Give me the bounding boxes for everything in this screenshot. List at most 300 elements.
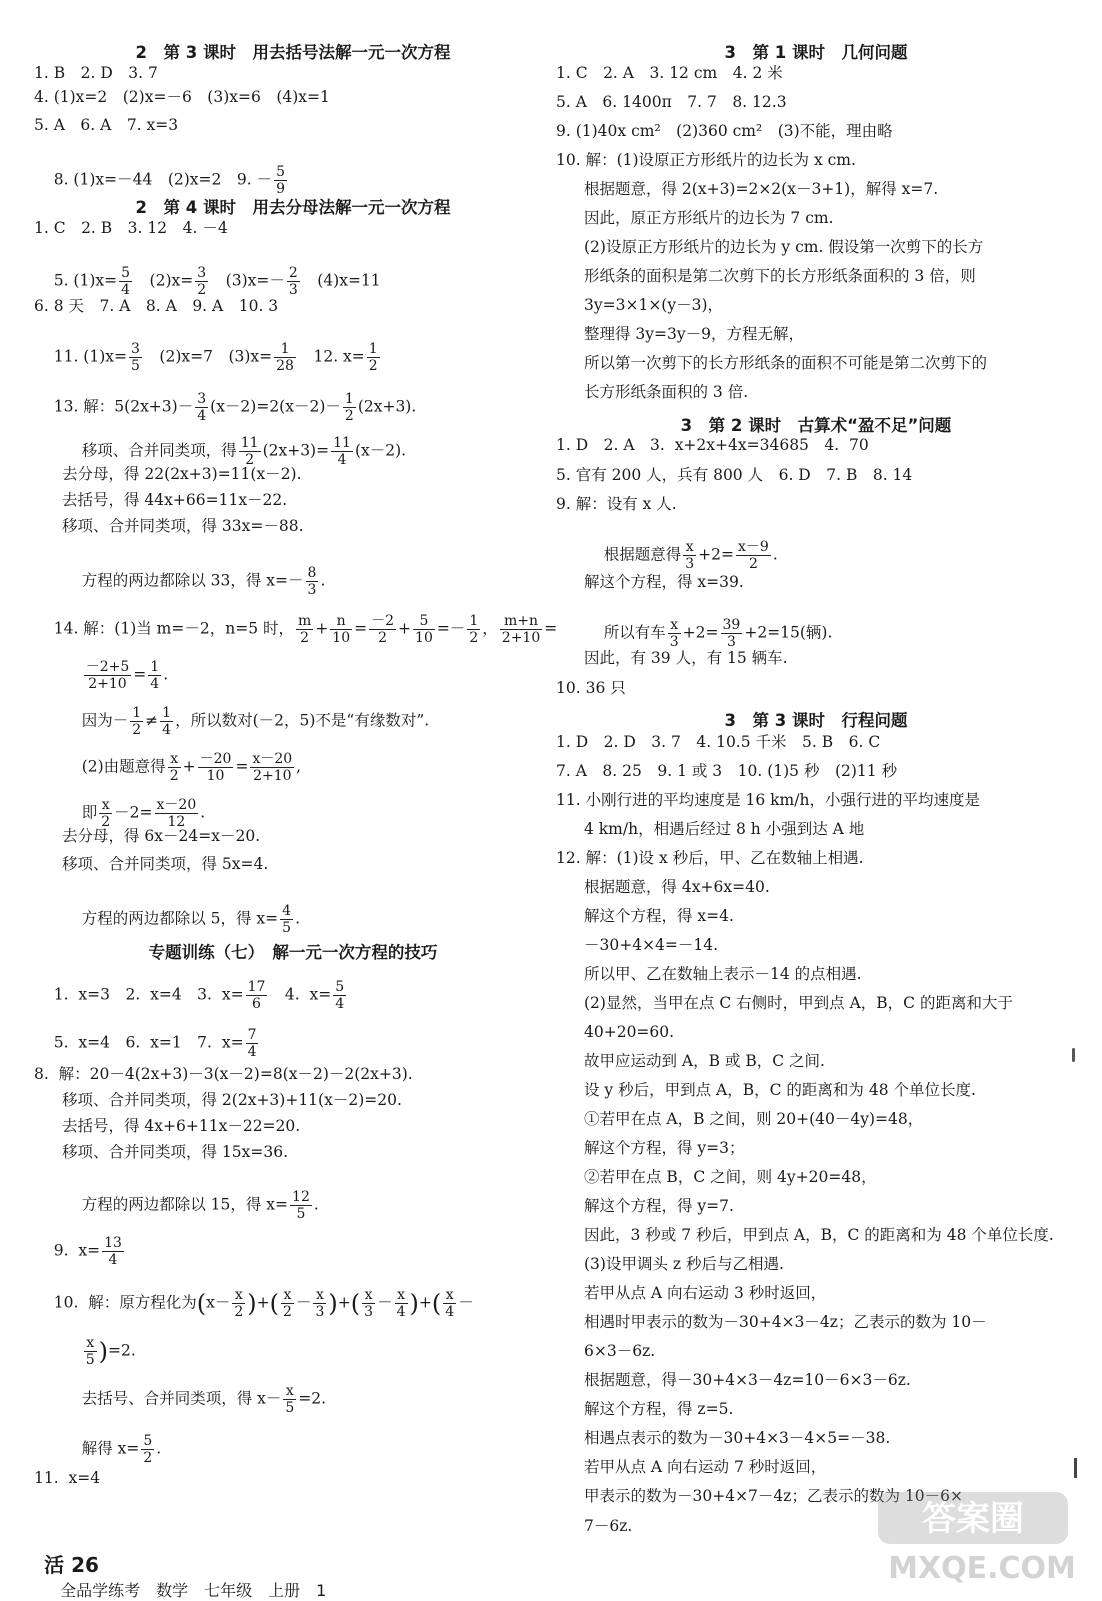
fraction <box>290 1189 312 1222</box>
fraction <box>313 1287 326 1320</box>
section-title: 专题训练（七） 解一元一次方程的技巧 <box>148 943 438 962</box>
text: 方程的两边都除以 33，得 x=－ <box>81 571 304 589</box>
text: 9. x= <box>53 1241 101 1259</box>
numerator: x <box>168 751 181 768</box>
text: . <box>156 1439 162 1457</box>
denominator: 2 <box>344 407 354 424</box>
denominator: 2 <box>197 281 207 298</box>
watermark-url: MXQE.COM <box>888 1551 1076 1586</box>
text: +2= <box>698 545 734 563</box>
fraction <box>250 751 294 784</box>
answer-line: 7. A 8. 25 9. 1 或 3 10. (1)5 秒 (2)11 秒 <box>556 762 898 780</box>
text: =2. <box>108 1341 136 1359</box>
answer-line <box>34 887 552 936</box>
numerator: －20 <box>199 750 232 767</box>
fraction <box>195 391 208 424</box>
answer-line: 所以第一次剪下的长方形纸条的面积不可能是第二次剪下的 <box>584 354 988 372</box>
left-paren: ( <box>350 1289 361 1317</box>
answer-line: 6. 8 天 7. A 8. A 9. A 10. 3 <box>34 297 279 315</box>
text: (2)x=7 (3)x= <box>143 347 273 365</box>
answer-line: 整理得 3y=3y－9，方程无解， <box>584 325 805 343</box>
numerator: 13 <box>104 1234 122 1251</box>
scan-mark <box>1072 1048 1075 1062</box>
denominator: 4 <box>337 451 347 468</box>
fraction <box>274 341 296 374</box>
numerator: x <box>395 1287 408 1304</box>
text: 因为－ <box>81 711 129 729</box>
denominator: 2 <box>283 1303 292 1320</box>
text: . <box>313 1195 319 1213</box>
answer-line <box>34 781 552 830</box>
answer-line <box>34 963 552 1011</box>
numerator: 3 <box>130 340 140 357</box>
text: . <box>295 909 301 927</box>
numerator: x <box>683 539 696 556</box>
fraction <box>283 1383 296 1416</box>
text: 1. x=3 2. x=4 3. x= <box>53 985 244 1003</box>
denominator: 4 <box>247 1043 257 1060</box>
fraction <box>343 391 356 424</box>
answer-line: 解这个方程，得 x=4. <box>584 907 734 925</box>
answer-line <box>34 1173 552 1222</box>
text: + <box>182 757 196 775</box>
text: － <box>295 1293 312 1311</box>
denominator: 5 <box>85 1351 95 1368</box>
answer-line: 11. 小刚行进的平均速度是 16 km/h，小强行进的平均速度是 <box>556 791 980 809</box>
denominator: 4 <box>150 675 160 692</box>
numerator: 17 <box>247 978 266 995</box>
text: (4)x=11 <box>301 271 381 289</box>
answer-line: 因此，有 39 人，有 15 辆车. <box>584 649 788 667</box>
fraction <box>721 617 743 650</box>
denominator: 9 <box>276 180 286 197</box>
text: 5. (1)x= <box>53 271 118 289</box>
answer-line: 1. D 2. D 3. 7 4. 10.5 千米 5. B 6. C <box>556 733 881 751</box>
text: +2=15(辆). <box>744 623 833 641</box>
answer-line: 5. A 6. 1400π 7. 7 8. 12.3 <box>556 93 787 111</box>
fraction <box>239 435 261 468</box>
answer-line: 11. x=4 <box>34 1469 101 1487</box>
answer-line: ②若甲在点 B，C 之间，则 4y+20=48， <box>584 1168 877 1186</box>
answer-line <box>556 523 1076 571</box>
fraction <box>119 265 132 298</box>
text: 方程的两边都除以 5，得 x= <box>81 909 279 927</box>
answer-line <box>34 249 552 298</box>
text: 根据题意得 <box>603 545 682 563</box>
text: 5. x=4 6. x=1 7. x= <box>53 1033 244 1051</box>
answer-line: 1. C 2. A 3. 12 cm 4. 2 米 <box>556 64 783 82</box>
text: . <box>163 665 169 683</box>
answer-line: (3)设甲调头 z 秒后与乙相遇. <box>584 1255 784 1273</box>
fraction <box>84 659 132 692</box>
answer-line: 因此，原正方形纸片的边长为 7 cm. <box>584 209 834 227</box>
answer-line: 4 km/h，相遇后经过 8 h 小强到达 A 地 <box>584 820 865 838</box>
fraction <box>141 1433 154 1466</box>
answer-line: 长方形纸条面积的 3 倍. <box>584 383 749 401</box>
answer-line: 所以甲、乙在数轴上表示－14 的点相遇. <box>584 965 862 983</box>
text: (x－2)=2(x－2)－ <box>210 397 341 415</box>
answer-line: 根据题意，得－30+4×3－4z=10－6×3－6z. <box>584 1371 911 1389</box>
answer-line: －30+4×4=－14. <box>584 936 719 954</box>
answer-line: 解这个方程，得 y=3； <box>584 1139 745 1157</box>
denominator: 2 <box>300 629 310 646</box>
answer-line: 10. 36 只 <box>556 679 626 697</box>
answer-line: 去分母，得 22(2x+3)=11(x－2). <box>62 465 302 483</box>
answer-line: 移项、合并同类项，得 5x=4. <box>62 855 269 873</box>
text: 去括号、合并同类项，得 x－ <box>81 1389 282 1407</box>
numerator: x <box>281 1287 294 1304</box>
fraction <box>168 751 181 784</box>
denominator: 2+10 <box>88 675 127 692</box>
denominator: 2+10 <box>253 767 292 784</box>
text: － <box>377 1293 393 1311</box>
fraction <box>467 613 480 646</box>
answer-line <box>34 1417 552 1466</box>
answer-line <box>34 419 552 468</box>
answer-line: 相遇点表示的数为－30+4×3－4×5=－38. <box>584 1429 891 1447</box>
fraction <box>306 565 319 598</box>
numerator: 11 <box>333 434 351 451</box>
text: (2x+3)= <box>262 441 330 459</box>
right-paren: ) <box>98 1337 109 1365</box>
watermark-logo <box>872 1478 1092 1588</box>
fraction <box>84 1335 97 1368</box>
numerator: x <box>443 1287 456 1304</box>
text: 移项、合并同类项，得 <box>81 441 237 459</box>
text: . <box>772 545 778 563</box>
answer-line: 6×3－6z. <box>584 1342 656 1360</box>
text: = <box>235 757 249 775</box>
text: 4. x= <box>269 985 332 1003</box>
numerator: 1 <box>368 340 378 357</box>
fraction <box>102 1235 124 1268</box>
answer-line: 去括号，得 44x+66=11x－22. <box>62 491 288 509</box>
text: (x－2). <box>354 441 407 459</box>
fraction <box>330 613 352 646</box>
text: = <box>544 619 558 637</box>
answer-line <box>34 689 552 738</box>
fraction <box>333 979 346 1012</box>
right-paren: ) <box>247 1289 257 1317</box>
denominator: 3 <box>726 633 736 650</box>
page-footer <box>34 1530 326 1601</box>
numerator: n <box>330 613 352 630</box>
denominator: 2 <box>169 767 179 784</box>
answer-line: 5. 官有 200 人，兵有 800 人 6. D 7. B 8. 14 <box>556 466 913 484</box>
numerator: 5 <box>121 264 131 281</box>
numerator: x－20 <box>252 750 293 767</box>
text: 12. x= <box>297 347 365 365</box>
text: － <box>214 1293 231 1311</box>
text: ≠ <box>145 711 159 729</box>
text: 11. (1)x= <box>53 347 127 365</box>
text: . <box>200 803 206 821</box>
numerator: 8 <box>307 564 317 581</box>
numerator: 3 <box>197 264 207 281</box>
numerator: 11 <box>240 434 259 451</box>
denominator: 2 <box>368 357 378 374</box>
answer-line: 设 y 秒后，甲到点 A，B，C 的距离和为 48 个单位长度. <box>584 1081 976 1099</box>
numerator: x <box>232 1287 245 1304</box>
section-title: 3 第 3 课时 行程问题 <box>724 711 908 730</box>
numerator: －2 <box>371 612 395 629</box>
text: + <box>337 1293 351 1311</box>
text: (2)由题意得 <box>81 757 166 775</box>
numerator: 5 <box>143 1432 153 1449</box>
answer-line: 7－6z. <box>584 1517 633 1535</box>
section-title: 2 第 3 课时 用去括号法解一元一次方程 <box>135 43 451 62</box>
section-title: 2 第 4 课时 用去分母法解一元一次方程 <box>135 198 451 217</box>
denominator: 2 <box>378 629 388 646</box>
denominator: 3 <box>315 1303 325 1320</box>
denominator: 4 <box>197 407 207 424</box>
denominator: 28 <box>276 357 294 374</box>
numerator: 1 <box>469 612 479 629</box>
numerator: x <box>99 797 112 814</box>
left-column <box>34 34 558 1495</box>
answer-line <box>34 1367 552 1417</box>
text: ，所以数对(－2，5)不是“有缘数对”. <box>175 711 430 729</box>
fraction <box>683 539 696 572</box>
answer-line: 移项、合并同类项，得 2(2x+3)+11(x－2)=20. <box>62 1091 402 1109</box>
text: x <box>206 1293 215 1311</box>
text: + <box>315 619 329 637</box>
numerator: x－20 <box>156 796 197 813</box>
answer-line: 12. 解：(1)设 x 秒后，甲、乙在数轴上相遇. <box>556 849 864 867</box>
answer-line: 解这个方程，得 y=7. <box>584 1197 734 1215</box>
answer-line: 甲表示的数为－30+4×7－4z；乙表示的数为 10－6× <box>584 1487 963 1505</box>
denominator: 10 <box>206 767 225 784</box>
text: (2)x= <box>134 271 194 289</box>
fraction <box>413 613 435 646</box>
denominator: 2 <box>245 451 255 468</box>
answer-line: ①若甲在点 A，B 之间，则 20+(40－4y)=48， <box>584 1110 924 1128</box>
answer-line <box>34 1271 552 1319</box>
right-column <box>556 34 1076 1545</box>
text: +2= <box>682 623 719 641</box>
answer-line <box>34 735 552 784</box>
answer-line: 解这个方程，得 x=39. <box>584 573 744 591</box>
answer-line <box>34 1011 552 1061</box>
answer-line: 1. B 2. D 3. 7 <box>34 64 158 82</box>
numerator: x <box>362 1287 375 1304</box>
text: = <box>354 619 368 637</box>
answer-line: 故甲应运动到 A，B 或 B，C 之间. <box>584 1052 825 1070</box>
page-number: 活 26 <box>44 1553 99 1577</box>
answer-line: 移项、合并同类项，得 33x=－88. <box>62 517 304 535</box>
denominator: 3 <box>288 281 298 298</box>
answer-line: (2)显然，当甲在点 C 右侧时，甲到点 A，B，C 的距离和大于 <box>584 994 1013 1012</box>
answer-line <box>34 148 552 197</box>
text: = <box>133 665 147 683</box>
fraction <box>274 164 287 197</box>
numerator: 5 <box>335 978 345 995</box>
fraction <box>443 1287 456 1320</box>
answer-line: 9. 解：设有 x 人. <box>556 495 677 513</box>
numerator: x <box>313 1287 326 1304</box>
denominator: 4 <box>121 281 131 298</box>
numerator: m <box>298 612 312 629</box>
scan-mark <box>1074 1458 1077 1478</box>
text: + <box>256 1293 270 1311</box>
text: =2. <box>298 1389 327 1407</box>
text: =－ <box>436 619 466 637</box>
book-info: 全品学练考 数学 七年级 上册 1 <box>60 1581 327 1600</box>
left-paren: ( <box>269 1289 280 1317</box>
numerator: 7 <box>247 1026 257 1043</box>
numerator: 1 <box>162 704 172 721</box>
answer-line: 1. D 2. A 3. x+2x+4x=34685 4. 70 <box>556 436 869 454</box>
numerator: 5 <box>413 613 435 630</box>
numerator: x <box>84 1335 97 1352</box>
text: 13. 解：5(2x+3)－ <box>53 397 194 415</box>
answer-line: 40+20=60. <box>584 1023 675 1041</box>
fraction <box>668 617 681 650</box>
text: 10. 解：原方程化为 <box>53 1293 197 1311</box>
denominator: 4 <box>396 1303 406 1320</box>
answer-line <box>34 375 552 424</box>
fraction <box>129 341 142 374</box>
denominator: 4 <box>445 1303 455 1320</box>
text: + <box>418 1293 432 1311</box>
answer-line: 9. (1)40x cm² (2)360 cm² (3)不能，理由略 <box>556 122 893 140</box>
fraction <box>130 705 143 738</box>
denominator: 4 <box>162 721 172 738</box>
text: 即 <box>81 803 98 821</box>
fraction <box>367 341 380 374</box>
numerator: 39 <box>722 616 741 633</box>
left-paren: ( <box>431 1289 442 1317</box>
right-paren: ) <box>328 1289 338 1317</box>
fraction <box>148 659 161 692</box>
denominator: 5 <box>296 1205 306 1222</box>
left-paren: ( <box>196 1289 207 1317</box>
denominator: 10 <box>415 629 433 646</box>
answer-line: 相遇时甲表示的数为－30+4×3－4z；乙表示的数为 10－ <box>584 1313 987 1331</box>
answer-line: 4. (1)x=2 (2)x=－6 (3)x=6 (4)x=1 <box>34 88 330 106</box>
answer-line: 若甲从点 A 向右运动 7 秒时返回， <box>584 1458 827 1476</box>
section-title: 3 第 2 课时 古算术“盈不足”问题 <box>680 416 952 435</box>
denominator: 2 <box>748 555 758 572</box>
answer-line: 若甲从点 A 向右运动 3 秒时返回， <box>584 1284 827 1302</box>
right-paren: ) <box>409 1289 419 1317</box>
denominator: 10 <box>332 629 351 646</box>
answer-line: 移项、合并同类项，得 15x=36. <box>62 1143 289 1161</box>
numerator: 1 <box>274 341 296 358</box>
numerator: 1 <box>344 390 354 407</box>
fraction <box>500 613 542 646</box>
text: － <box>458 1293 474 1311</box>
denominator: 3 <box>685 555 695 572</box>
answer-line <box>34 597 558 646</box>
answer-line: 3y=3×1×(y－3)， <box>584 296 724 314</box>
fraction <box>232 1287 245 1320</box>
fraction <box>198 751 234 784</box>
numerator: 1 <box>132 704 142 721</box>
fraction <box>99 797 112 830</box>
denominator: 5 <box>282 919 292 936</box>
answer-line <box>556 601 1076 649</box>
answer-line <box>34 643 552 692</box>
text: 8. (1)x=－44 (2)x=2 9. － <box>53 170 273 188</box>
text: . <box>320 571 326 589</box>
answer-line: 去分母，得 6x－24=x－20. <box>62 827 261 845</box>
fraction <box>362 1287 375 1320</box>
answer-line: (2)设原正方形纸片的边长为 y cm. 假设第一次剪下的长方 <box>584 238 984 256</box>
text: , <box>296 757 302 775</box>
text: 解得 x= <box>81 1439 140 1457</box>
fraction <box>246 979 268 1012</box>
denominator: 5 <box>130 357 140 374</box>
answer-line: 形纸条的面积是第二次剪下的长方形纸条面积的 3 倍，则 <box>584 267 976 285</box>
denominator: 4 <box>335 995 345 1012</box>
fraction <box>395 1287 408 1320</box>
numerator: －2+5 <box>85 658 130 675</box>
fraction <box>287 265 300 298</box>
answer-line <box>34 549 552 597</box>
denominator: 3 <box>364 1303 374 1320</box>
fraction <box>331 435 353 468</box>
text: + <box>398 619 412 637</box>
answer-line: 根据题意，得 4x+6x=40. <box>584 878 770 896</box>
denominator: 5 <box>285 1399 295 1416</box>
fraction <box>369 613 396 646</box>
answer-line: 根据题意，得 2(x+3)=2×2(x－3+1)，解得 x=7. <box>584 180 939 198</box>
text: 14. 解：(1)当 m=－2，n=5 时， <box>53 619 294 637</box>
fraction <box>155 797 199 830</box>
denominator: 6 <box>252 995 261 1012</box>
answer-line: 去括号，得 4x+6+11x－22=20. <box>62 1117 301 1135</box>
text: (2x+3). <box>357 397 417 415</box>
answer-line: 1. C 2. B 3. 12 4. －4 <box>34 219 228 237</box>
answer-line: 10. 解：(1)设原正方形纸片的边长为 x cm. <box>556 151 856 169</box>
text: －2= <box>114 803 153 821</box>
watermark-text: 答案圈 <box>922 1499 1024 1539</box>
denominator: 2 <box>101 813 111 830</box>
fraction <box>736 539 771 572</box>
denominator: 12 <box>167 813 186 830</box>
fraction <box>160 705 173 738</box>
answer-line: 5. A 6. A 7. x=3 <box>34 116 179 134</box>
fraction <box>296 613 313 646</box>
fraction <box>281 1287 294 1320</box>
answer-line <box>34 1319 552 1367</box>
denominator: 4 <box>108 1251 118 1268</box>
answer-line <box>34 1219 552 1271</box>
answer-line <box>34 325 552 375</box>
numerator: x <box>283 1383 296 1400</box>
numerator: 12 <box>292 1188 310 1205</box>
numerator: m+n <box>500 613 542 630</box>
denominator: 2 <box>132 721 142 738</box>
answer-line: 因此，3 秒或 7 秒后，甲到点 A，B，C 的距离和为 48 个单位长度. <box>584 1226 1054 1244</box>
denominator: 2 <box>469 629 479 646</box>
answer-line: 8. 解：20－4(2x+3)－3(x－2)=8(x－2)－2(2x+3). <box>34 1065 413 1083</box>
denominator: 3 <box>307 581 317 598</box>
numerator: 2 <box>288 264 298 281</box>
numerator: 3 <box>197 390 207 407</box>
fraction <box>280 903 293 936</box>
fraction <box>246 1027 259 1060</box>
text: ， <box>482 619 498 637</box>
numerator: x－9 <box>738 538 769 555</box>
denominator: 2 <box>234 1303 244 1320</box>
numerator: 5 <box>276 163 286 180</box>
denominator: 2 <box>143 1449 153 1466</box>
numerator: x <box>668 617 681 634</box>
section-title: 3 第 1 课时 几何问题 <box>724 43 908 62</box>
denominator: 2+10 <box>501 629 541 646</box>
